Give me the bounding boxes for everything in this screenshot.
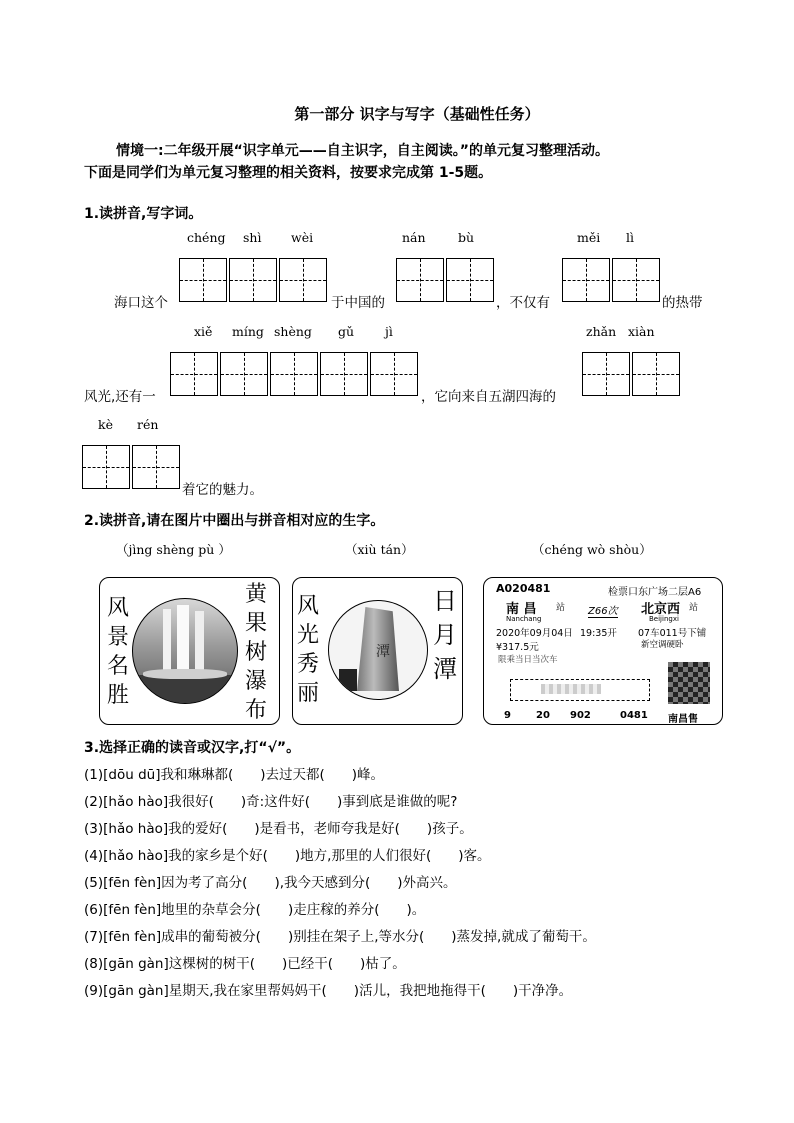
q1-pinyin: míng: [232, 324, 264, 339]
q1-pinyin: jì: [385, 324, 393, 339]
q1-text: 着它的魅力。: [182, 482, 263, 498]
ticket-serial: 902: [570, 710, 591, 721]
picture-right-text[interactable]: 黄果树瀑布: [244, 582, 267, 723]
writing-box[interactable]: [562, 258, 610, 302]
q3-item[interactable]: (1)[dōu dū]我和琳琳都( )去过天都( )峰。: [84, 767, 385, 783]
ticket-code: A020481: [496, 582, 551, 595]
q1-pinyin: kè: [98, 417, 113, 432]
q3-item[interactable]: (8)[gān gàn]这棵树的树干( )已经干( )枯了。: [84, 956, 406, 972]
intro-line-2: 下面是同学们为单元复习整理的相关资料，按要求完成第 1-5题。: [84, 165, 493, 181]
page-title: 第一部分 识字与写字（基础性任务）: [294, 105, 540, 123]
q1-text: 海口这个: [114, 295, 168, 311]
writing-grid: [170, 352, 420, 396]
ticket-serial: 20: [536, 710, 550, 721]
q1-pinyin: chéng: [187, 230, 226, 245]
writing-grid: [82, 445, 182, 489]
writing-box[interactable]: [179, 258, 227, 302]
q1-pinyin: shèng: [274, 324, 312, 339]
ticket-from[interactable]: 南 昌: [506, 602, 537, 617]
ticket-train: Z66次: [588, 602, 618, 618]
writing-box[interactable]: [270, 352, 318, 396]
intro-line-1: 情境一:二年级开展“识字单元——自主识字，自主阅读。”的单元复习整理活动。: [116, 143, 609, 159]
writing-grid: [396, 258, 496, 302]
writing-box[interactable]: [220, 352, 268, 396]
q3-heading: 3.选择正确的读音或汉字,打“√”。: [84, 740, 301, 756]
ticket-price: ¥317.5元: [496, 642, 539, 653]
ticket-sold-at: 南昌售: [668, 714, 698, 725]
writing-box[interactable]: [320, 352, 368, 396]
writing-grid: [179, 258, 329, 302]
writing-box[interactable]: [132, 445, 180, 489]
q1-pinyin: xiàn: [628, 324, 655, 339]
ticket-to-pinyin: Beijingxi: [649, 615, 679, 623]
q2-pinyin: （xiù tán）: [345, 542, 414, 557]
picture-right-text[interactable]: 日月潭: [433, 587, 457, 683]
picture-left-text[interactable]: 风光秀丽: [296, 594, 319, 706]
qr-code-icon: [668, 662, 710, 704]
ticket-note: 限乘当日当次车: [498, 655, 558, 665]
q1-pinyin: xiě: [194, 324, 213, 339]
q1-pinyin: bù: [458, 230, 475, 245]
picture-left-text[interactable]: 风景名胜: [106, 596, 129, 708]
writing-box[interactable]: [582, 352, 630, 396]
q2-pinyin: （jìng shèng pù ）: [116, 542, 231, 557]
writing-box[interactable]: [632, 352, 680, 396]
q1-text: ，它向来自五湖四海的: [421, 389, 556, 405]
ticket-seat: 07车011号下铺: [638, 628, 707, 639]
q3-item[interactable]: (6)[fēn fèn]地里的杂草会分( )走庄稼的养分( )。: [84, 902, 426, 918]
q3-item[interactable]: (5)[fēn fèn]因为考了高分( ),我今天感到分( )外高兴。: [84, 875, 457, 891]
q1-pinyin: lì: [626, 230, 634, 245]
ticket-date: 2020年09月04日: [496, 628, 573, 639]
ticket-to-suffix: 站: [689, 603, 699, 613]
q1-pinyin: gǔ: [338, 324, 355, 339]
ticket-time: 19:35开: [580, 628, 617, 639]
q1-text: 风光,还有一: [84, 389, 156, 405]
ticket-dashed-box: [510, 679, 650, 701]
train-ticket[interactable]: [483, 577, 723, 725]
q3-item[interactable]: (2)[hǎo hào]我很好( )奇:这件好( )事到底是谁做的呢?: [84, 794, 458, 810]
writing-box[interactable]: [446, 258, 494, 302]
q1-pinyin: shì: [243, 230, 262, 245]
writing-box[interactable]: [170, 352, 218, 396]
q1-pinyin: měi: [577, 230, 601, 245]
lake-stone-image: [328, 600, 428, 700]
q3-item[interactable]: (7)[fēn fèn]成串的葡萄被分( )别挂在架子上,等水分( )蒸发掉,就成了葡萄干。: [84, 929, 596, 945]
q3-item[interactable]: (3)[hǎo hào]我的爱好( )是看书，老师夸我是好( )孩子。: [84, 821, 473, 837]
q1-text: 的热带: [662, 295, 703, 311]
ticket-to[interactable]: 北京西: [641, 602, 681, 617]
ticket-serial: 9: [504, 710, 511, 721]
ticket-from-pinyin: Nanchang: [506, 615, 542, 623]
q1-pinyin: nán: [402, 230, 426, 245]
stone-carving-text: 潭: [376, 644, 390, 660]
q1-pinyin: wèi: [291, 230, 314, 245]
writing-box[interactable]: [370, 352, 418, 396]
writing-box[interactable]: [279, 258, 327, 302]
writing-box[interactable]: [82, 445, 130, 489]
waterfall-image: [132, 598, 238, 704]
q2-pinyin: （chéng wò shòu）: [532, 542, 652, 557]
scenic-picture-lake[interactable]: [292, 577, 463, 725]
q3-item[interactable]: (9)[gān gàn]星期天,我在家里帮妈妈干( )活儿，我把地拖得干( )干净净。: [84, 983, 573, 999]
q3-item[interactable]: (4)[hǎo hào]我的家乡是个好( )地方,那里的人们很好( )客。: [84, 848, 491, 864]
q1-text: ，不仅有: [496, 295, 550, 311]
q1-pinyin: zhǎn: [586, 324, 617, 339]
writing-box[interactable]: [229, 258, 277, 302]
q1-heading: 1.读拼音,写字词。: [84, 206, 203, 222]
writing-grid: [582, 352, 682, 396]
q1-text: 于中国的: [331, 295, 385, 311]
writing-box[interactable]: [612, 258, 660, 302]
q1-pinyin: rén: [137, 417, 159, 432]
writing-box[interactable]: [396, 258, 444, 302]
writing-grid: [562, 258, 662, 302]
ticket-serial: 0481: [620, 710, 648, 721]
ticket-class: 新空调硬卧: [641, 640, 684, 650]
ticket-from-suffix: 站: [556, 603, 566, 613]
scenic-picture-waterfall[interactable]: [99, 577, 280, 725]
q2-heading: 2.读拼音,请在图片中圈出与拼音相对应的生字。: [84, 513, 385, 529]
ticket-gate: 检票口东广场二层A6: [608, 587, 702, 598]
